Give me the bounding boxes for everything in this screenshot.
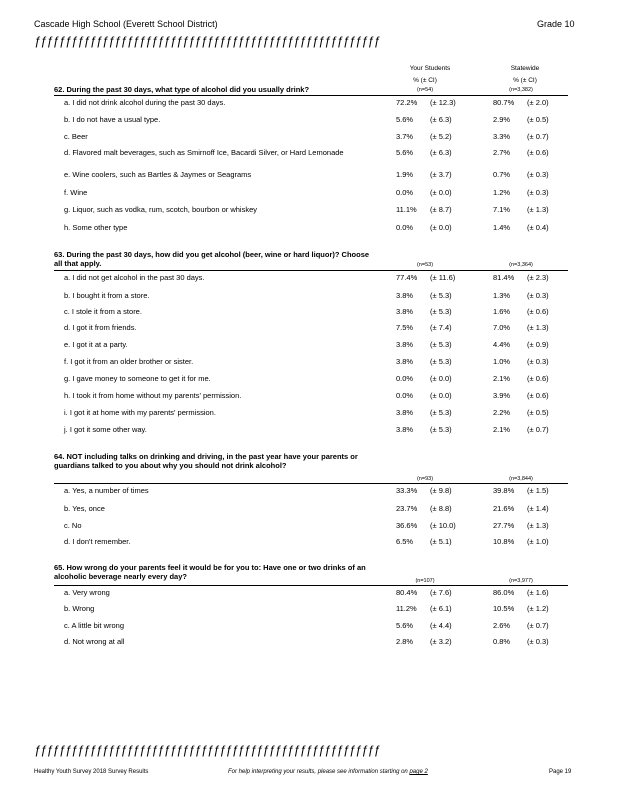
answer-label: c. No [64, 521, 82, 530]
state-ci: (± 0.6) [527, 374, 549, 383]
answer-label: i. I got it at home with my parents' permission. [64, 408, 216, 417]
state-percent: 2.6% [493, 621, 511, 630]
state-ci: (± 0.6) [527, 391, 549, 400]
state-ci: (± 0.5) [527, 408, 549, 417]
your-ci: (± 9.8) [430, 486, 452, 495]
question-divider [54, 270, 568, 271]
your-percent: 33.3% [396, 486, 418, 495]
state-percent: 1.4% [493, 223, 511, 232]
your-ci: (± 5.3) [430, 307, 452, 316]
your-percent: 0.0% [396, 223, 414, 232]
your-percent: 5.6% [396, 115, 414, 124]
your-ci: (± 0.0) [430, 374, 452, 383]
state-percent: 21.6% [493, 504, 515, 513]
answer-label: g. Liquor, such as vodka, rum, scotch, bourbon or whiskey [64, 205, 258, 214]
state-ci: (± 0.7) [527, 621, 549, 630]
answer-label: a. Yes, a number of times [64, 486, 149, 495]
answer-label: b. I do not have a usual type. [64, 115, 161, 124]
question-divider [54, 585, 568, 586]
state-percent: 2.1% [493, 374, 511, 383]
answer-label: d. Flavored malt beverages, such as Smirnoff Ice, Bacardi Silver, or Hard Lemonade [64, 148, 344, 157]
state-ci: (± 0.6) [527, 148, 549, 157]
your-ci: (± 8.7) [430, 205, 452, 214]
your-percent: 3.8% [396, 408, 414, 417]
state-percent: 2.7% [493, 148, 511, 157]
state-percent: 86.0% [493, 588, 515, 597]
state-ci: (± 2.3) [527, 273, 549, 282]
your-percent: 3.8% [396, 340, 414, 349]
your-pct-ci-header: % (± CI) [413, 77, 437, 84]
your-percent: 6.5% [396, 537, 414, 546]
state-percent: 80.7% [493, 98, 515, 107]
state-pct-ci-header: % (± CI) [513, 77, 537, 84]
state-percent: 7.1% [493, 205, 511, 214]
state-percent: 3.3% [493, 132, 511, 141]
state-sample-size: (n=3,382) [509, 87, 533, 93]
your-ci: (± 7.6) [430, 588, 452, 597]
your-ci: (± 10.0) [430, 521, 456, 530]
state-percent: 10.5% [493, 604, 515, 613]
state-ci: (± 1.0) [527, 537, 549, 546]
state-percent: 27.7% [493, 521, 515, 530]
answer-label: c. Beer [64, 132, 88, 141]
your-students-header: Your Students [409, 65, 451, 72]
footer-help-text [228, 769, 428, 775]
state-percent: 81.4% [493, 273, 515, 282]
answer-label: j. I got it some other way. [64, 425, 147, 434]
your-percent: 3.8% [396, 291, 414, 300]
state-percent: 1.0% [493, 357, 511, 366]
your-ci: (± 6.3) [430, 115, 452, 124]
your-percent: 3.8% [396, 357, 414, 366]
your-ci: (± 4.4) [430, 621, 452, 630]
your-percent: 2.8% [396, 637, 414, 646]
question-title: 63. During the past 30 days, how did you get alcohol (beer, wine or hard liquor)? Choose all that apply. [54, 250, 370, 268]
answer-label: g. I gave money to someone to get it for me. [64, 374, 211, 383]
answer-label: b. Yes, once [64, 504, 105, 513]
grade-label: Grade 10 [537, 19, 575, 29]
question-title: 65. How wrong do your parents feel it would be for you to: Have one or two drinks of an alcoholic beverage nearly every day? [54, 563, 366, 581]
question-title: 64. NOT including talks on drinking and driving, in the past year have your parents or guardians talked to you about why you should not drink alcohol? [54, 452, 358, 470]
state-percent: 10.8% [493, 537, 515, 546]
state-ci: (± 0.3) [527, 357, 549, 366]
state-sample-size: (n=3,844) [509, 476, 533, 482]
answer-label: b. I bought it from a store. [64, 291, 150, 300]
your-percent: 0.0% [396, 391, 414, 400]
your-percent: 5.6% [396, 148, 414, 157]
footer-page-link[interactable]: page 2 [409, 769, 428, 775]
state-percent: 2.9% [493, 115, 511, 124]
state-ci: (± 1.6) [527, 588, 549, 597]
answer-label: f. I got it from an older brother or sister. [64, 357, 194, 366]
state-ci: (± 1.2) [527, 604, 549, 613]
your-percent: 0.0% [396, 374, 414, 383]
your-percent: 3.8% [396, 307, 414, 316]
your-percent: 1.9% [396, 170, 414, 179]
state-ci: (± 0.4) [527, 223, 549, 232]
your-ci: (± 0.0) [430, 188, 452, 197]
your-percent: 80.4% [396, 588, 418, 597]
your-ci: (± 7.4) [430, 323, 452, 332]
state-ci: (± 0.6) [527, 307, 549, 316]
your-ci: (± 5.2) [430, 132, 452, 141]
your-ci: (± 3.2) [430, 637, 452, 646]
your-ci: (± 8.8) [430, 504, 452, 513]
your-ci: (± 5.3) [430, 291, 452, 300]
answer-label: d. I don't remember. [64, 537, 131, 546]
state-ci: (± 1.5) [527, 486, 549, 495]
your-ci: (± 0.0) [430, 223, 452, 232]
state-ci: (± 0.7) [527, 425, 549, 434]
your-percent: 77.4% [396, 273, 418, 282]
school-title: Cascade High School (Everett School District) [34, 19, 218, 29]
answer-label: c. I stole it from a store. [64, 307, 142, 316]
answer-label: a. I did not get alcohol in the past 30 days. [64, 273, 205, 282]
your-ci: (± 5.3) [430, 408, 452, 417]
your-percent: 5.6% [396, 621, 414, 630]
state-ci: (± 1.3) [527, 521, 549, 530]
footer-page-number: Page 19 [549, 769, 572, 775]
state-ci: (± 1.4) [527, 504, 549, 513]
state-percent: 4.4% [493, 340, 511, 349]
state-sample-size: (n=3,977) [509, 578, 533, 584]
decorative-divider-top: ƒƒƒƒƒƒƒƒƒƒƒƒƒƒƒƒƒƒƒƒƒƒƒƒƒƒƒƒƒƒƒƒƒƒƒƒƒƒƒƒƒƒƒƒƒƒƒƒƒƒƒƒƒƒƒƒ [34, 34, 380, 48]
state-percent: 1.2% [493, 188, 511, 197]
your-sample-size: (n=53) [416, 262, 434, 268]
your-percent: 3.8% [396, 425, 414, 434]
state-percent: 2.2% [493, 408, 511, 417]
answer-label: d. I got it from friends. [64, 323, 137, 332]
your-percent: 11.2% [396, 604, 417, 613]
your-sample-size: (n=93) [416, 476, 434, 482]
answer-label: d. Not wrong at all [64, 637, 125, 646]
footer-survey-name: Healthy Youth Survey 2018 Survey Results [34, 769, 149, 775]
question-divider [54, 483, 568, 484]
state-ci: (± 1.3) [527, 323, 549, 332]
your-sample-size: (n=107) [415, 578, 435, 584]
state-percent: 3.9% [493, 391, 511, 400]
state-ci: (± 0.3) [527, 188, 549, 197]
state-ci: (± 0.3) [527, 291, 549, 300]
your-ci: (± 0.0) [430, 391, 452, 400]
your-percent: 23.7% [396, 504, 418, 513]
state-ci: (± 0.5) [527, 115, 549, 124]
your-ci: (± 11.6) [430, 273, 456, 282]
question-title: 62. During the past 30 days, what type of alcohol did you usually drink? [54, 85, 310, 94]
your-percent: 7.5% [396, 323, 414, 332]
answer-label: f. Wine [64, 188, 88, 197]
question-divider [54, 95, 568, 96]
your-ci: (± 6.1) [430, 604, 452, 613]
state-sample-size: (n=3,364) [509, 262, 533, 268]
your-ci: (± 5.3) [430, 357, 452, 366]
state-ci: (± 1.3) [527, 205, 549, 214]
state-ci: (± 0.3) [527, 170, 549, 179]
answer-label: a. I did not drink alcohol during the past 30 days. [64, 98, 226, 107]
state-ci: (± 0.7) [527, 132, 549, 141]
footer-help-sentence: For help interpreting your results, please see information starting on [228, 769, 408, 775]
state-ci: (± 0.9) [527, 340, 549, 349]
state-ci: (± 2.0) [527, 98, 549, 107]
your-ci: (± 12.3) [430, 98, 456, 107]
your-percent: 72.2% [396, 98, 418, 107]
your-sample-size: (n=54) [416, 87, 434, 93]
your-percent: 36.6% [396, 521, 418, 530]
answer-label: b. Wrong [64, 604, 95, 613]
state-percent: 7.0% [493, 323, 511, 332]
state-percent: 39.8% [493, 486, 515, 495]
statewide-header: Statewide [510, 65, 540, 72]
your-ci: (± 5.3) [430, 340, 452, 349]
answer-label: e. I got it at a party. [64, 340, 128, 349]
your-ci: (± 5.3) [430, 425, 452, 434]
your-ci: (± 6.3) [430, 148, 452, 157]
your-ci: (± 3.7) [430, 170, 452, 179]
your-ci: (± 5.1) [430, 537, 452, 546]
answer-label: a. Very wrong [64, 588, 110, 597]
answer-label: h. Some other type [64, 223, 128, 232]
answer-label: h. I took it from home without my parents' permission. [64, 391, 242, 400]
answer-label: c. A little bit wrong [64, 621, 125, 630]
state-percent: 1.6% [493, 307, 511, 316]
your-percent: 3.7% [396, 132, 414, 141]
state-percent: 0.8% [493, 637, 511, 646]
answer-label: e. Wine coolers, such as Bartles & Jaymes or Seagrams [64, 170, 252, 179]
your-percent: 0.0% [396, 188, 414, 197]
state-ci: (± 0.3) [527, 637, 549, 646]
state-percent: 0.7% [493, 170, 511, 179]
your-percent: 11.1% [396, 205, 417, 214]
decorative-divider-bottom: ƒƒƒƒƒƒƒƒƒƒƒƒƒƒƒƒƒƒƒƒƒƒƒƒƒƒƒƒƒƒƒƒƒƒƒƒƒƒƒƒƒƒƒƒƒƒƒƒƒƒƒƒƒƒƒƒ [34, 743, 380, 757]
state-percent: 2.1% [493, 425, 511, 434]
state-percent: 1.3% [493, 291, 511, 300]
